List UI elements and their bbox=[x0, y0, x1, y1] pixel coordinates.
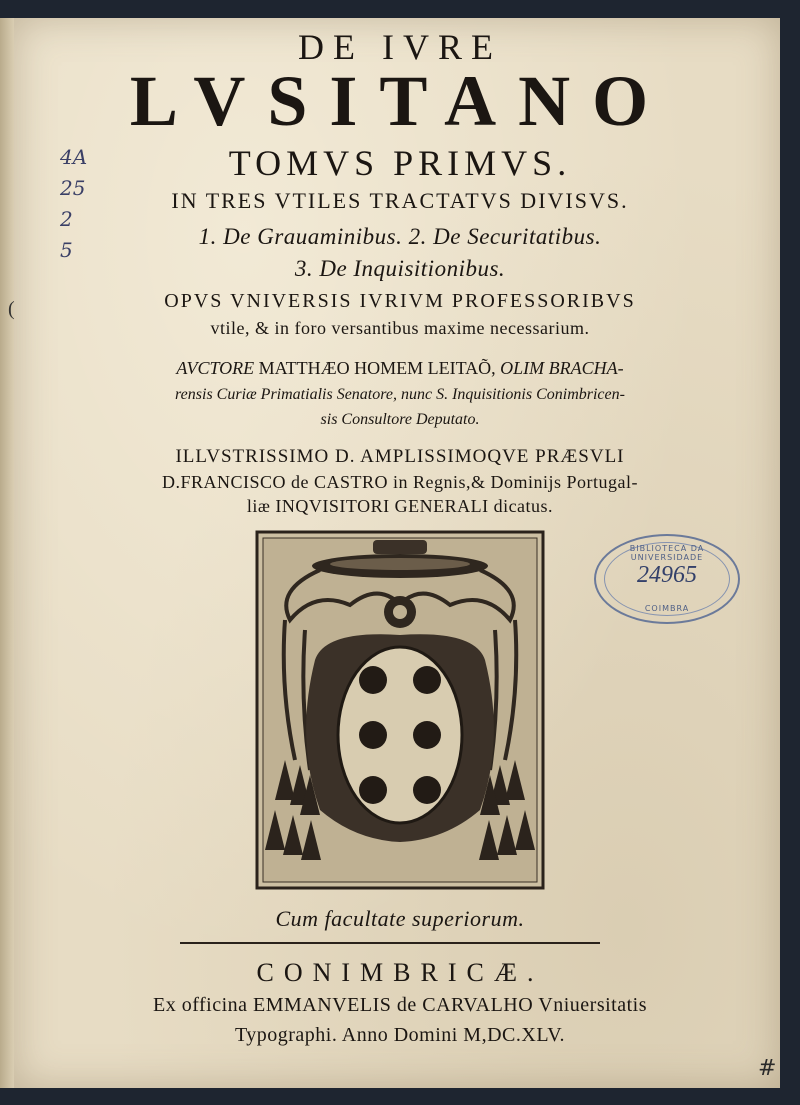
dedication-line-1: ILLVSTRISSIMO D. AMPLISSIMOQVE PRÆSVLI bbox=[175, 446, 625, 467]
imprint-date: Typographi. Anno Domini M,DC.XLV. bbox=[234, 1024, 566, 1046]
stamp-bottom-text: COIMBRA bbox=[644, 604, 690, 613]
author-title: OLIM BRACHA- bbox=[500, 358, 624, 378]
margin-note-4: 5 bbox=[60, 238, 73, 262]
dedication-line-2: D.FRANCISCO de CASTRO in Regnis,& Dominijs Portugal- bbox=[161, 472, 639, 492]
author-line-1 bbox=[0, 358, 800, 379]
imprint-printer: Ex officina EMMANVELIS de CARVALHO Vniuersitatis bbox=[152, 994, 648, 1016]
dedication-line-3: liæ INQVISITORI GENERALI dicatus. bbox=[246, 496, 554, 516]
tractatus-line-1: 1. De Grauaminibus. 2. De Securitatibus. bbox=[198, 224, 602, 249]
stamp-top-text: BIBLIOTECA DA UNIVERSIDADE bbox=[629, 544, 705, 562]
library-stamp bbox=[594, 534, 740, 624]
margin-notes bbox=[60, 142, 87, 266]
margin-mark: ( bbox=[8, 298, 15, 320]
margin-note-1: 4A bbox=[60, 145, 88, 169]
margin-note-3: 2 bbox=[60, 207, 73, 231]
author-name: MATTHÆO HOMEM LEITAÕ, bbox=[258, 358, 496, 378]
corner-hash-mark: # bbox=[758, 1056, 777, 1081]
title-line-lusitano: LVSITANO bbox=[129, 61, 671, 141]
author-lead: AVCTORE bbox=[176, 358, 255, 378]
sun-crest-icon bbox=[384, 596, 416, 628]
license-line: Cum facultate superiorum. bbox=[275, 906, 525, 931]
author-line-2: rensis Curiæ Primatialis Senatore, nunc S. Inquisitionis Conimbricen- bbox=[175, 386, 625, 403]
opus-line-1: OPVS VNIVERSIS IVRIVM PROFESSORIBVS bbox=[164, 290, 636, 312]
title-line-divisus: IN TRES VTILES TRACTATVS DIVISVS. bbox=[171, 188, 629, 213]
opus-line-2: vtile, & in foro versantibus maxime necessarium. bbox=[210, 318, 590, 338]
title-line-tomus: TOMVS PRIMVS. bbox=[228, 143, 572, 183]
stamp-number: 24965 bbox=[637, 562, 697, 588]
tractatus-line-2: 3. De Inquisitionibus. bbox=[294, 256, 506, 281]
title-line-de-iure: DE IVRE bbox=[298, 27, 502, 67]
shield-cartouche-icon bbox=[306, 634, 494, 842]
author-line-3: sis Consultore Deputato. bbox=[320, 411, 480, 428]
imprint-city: CONIMBRICÆ. bbox=[256, 958, 544, 987]
divider-rule bbox=[180, 942, 600, 944]
margin-note-2: 25 bbox=[60, 176, 86, 200]
coat-of-arms-engraving bbox=[255, 530, 545, 890]
